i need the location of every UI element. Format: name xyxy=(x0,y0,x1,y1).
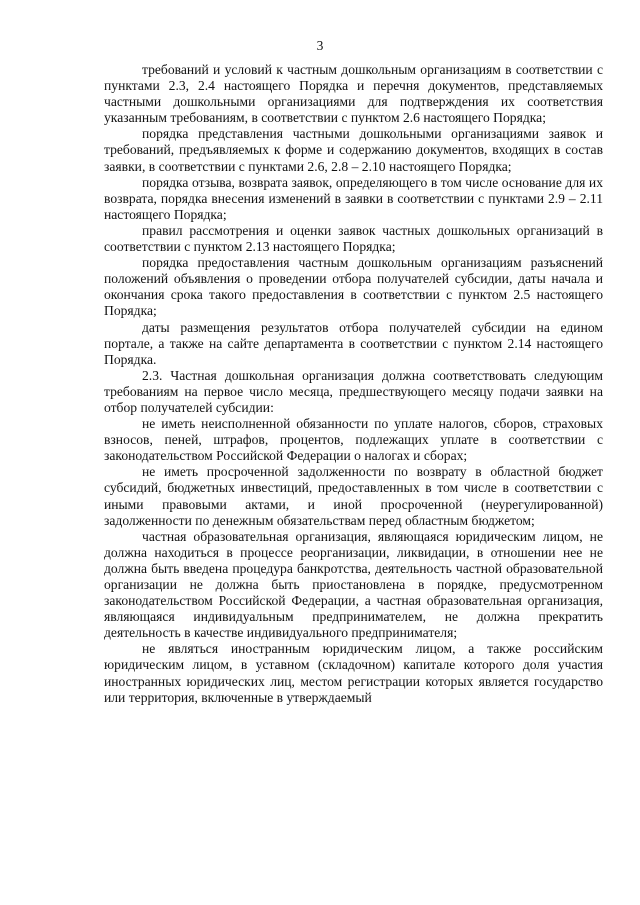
paragraph-11: не являться иностранным юридическим лицом, а также российским юридическим лицом, в уставном (складочном) капитале которого доля участия иностранных юридических лиц, местом регистрации которых является государство или территория, включенные в утверждаемый xyxy=(104,641,603,705)
paragraph-9: не иметь просроченной задолженности по возврату в областной бюджет субсидий, бюджетных инвестиций, предоставленных в том числе в соответствии с иными правовыми актами, и иной просроченной (неурегулированной) задолженности по денежным обязательствам перед областным бюджетом; xyxy=(104,464,603,528)
page-number: 3 xyxy=(316,38,324,53)
paragraph-10: частная образовательная организация, являющаяся юридическим лицом, не должна находиться в процессе реорганизации, ликвидации, в отношении нее не должна быть введена процедура банкротства, деятельность частной образовательной организации не должна быть приостановлена в порядке, предусмотренном законодательством Российской Федерации, а частная образовательная организация, являющаяся индивидуальным предпринимателем, не должна прекратить деятельность в качестве индивидуального предпринимателя; xyxy=(104,528,603,641)
paragraph-7: 2.3. Частная дошкольная организация должна соответствовать следующим требованиям на первое число месяца, предшествующего месяцу подачи заявки на отбор получателей субсидии: xyxy=(104,367,603,415)
paragraph-4: правил рассмотрения и оценки заявок частных дошкольных организаций в соответствии с пунктом 2.13 настоящего Порядка; xyxy=(104,222,603,255)
paragraph-5: порядка предоставления частным дошкольным организациям разъяснений положений объявления о проведении отбора получателей субсидии, даты начала и окончания срока такого предоставления в соответствии с пунктом 2.5 настоящего Порядка; xyxy=(104,255,603,319)
paragraph-8: не иметь неисполненной обязанности по уплате налогов, сборов, страховых взносов, пеней, штрафов, процентов, подлежащих уплате в соответствии с законодательством Российской Федерации о налогах и сборах; xyxy=(104,416,603,464)
paragraph-2: порядка представления частными дошкольными организациями заявок и требований, предъявляемых к форме и содержанию документов, входящих в состав заявки, в соответствии с пунктами 2.6, 2.8 – 2.10 настоящего Порядка; xyxy=(104,126,603,174)
paragraph-3: порядка отзыва, возврата заявок, определяющего в том числе основание для их возврата, порядка внесения изменений в заявки в соответствии с пунктами 2.9 – 2.11 настоящего Порядка; xyxy=(104,174,603,222)
paragraph-6: даты размещения результатов отбора получателей субсидии на едином портале, а также на сайте департамента в соответствии с пунктом 2.14 настоящего Порядка. xyxy=(104,319,603,367)
paragraph-1: требований и условий к частным дошкольным организациям в соответствии с пунктами 2.3, 2.4 настоящего Порядка и перечня документов, представляемых частными дошкольными организациями для подтверждения их соответствия указанным требованиям, в соответствии с пунктом 2.6 настоящего Порядка; xyxy=(104,62,603,126)
document-body xyxy=(104,62,603,706)
